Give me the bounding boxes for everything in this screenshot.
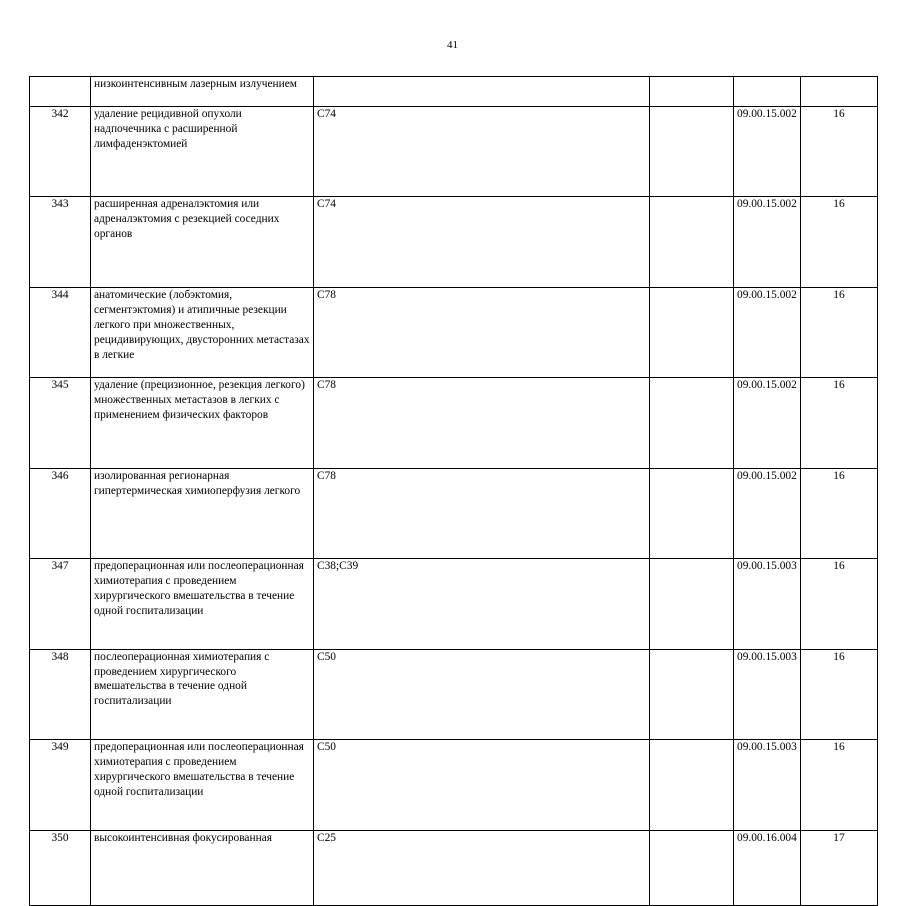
row-empty-cell xyxy=(650,107,734,197)
row-number: 345 xyxy=(30,378,91,468)
table-row xyxy=(30,77,878,107)
row-model-number: 16 xyxy=(801,559,878,649)
services-table xyxy=(29,76,878,906)
row-number: 342 xyxy=(30,107,91,197)
row-group-code: 09.00.15.003 xyxy=(734,740,801,830)
row-model-number xyxy=(801,77,878,107)
table-row xyxy=(30,740,878,830)
row-number: 349 xyxy=(30,740,91,830)
row-number: 348 xyxy=(30,649,91,739)
row-group-code: 09.00.15.002 xyxy=(734,287,801,377)
row-number xyxy=(30,77,91,107)
row-empty-cell xyxy=(650,77,734,107)
row-procedure-name: предоперационная или послеоперационная химиотерапия с проведением хирургического вмешательства в течение одной госпитализации xyxy=(91,559,314,649)
row-group-code: 09.00.16.004 xyxy=(734,830,801,906)
row-group-code: 09.00.15.003 xyxy=(734,559,801,649)
table-row xyxy=(30,468,878,558)
row-model-number: 17 xyxy=(801,830,878,906)
row-empty-cell xyxy=(650,287,734,377)
table-row xyxy=(30,197,878,287)
row-group-code: 09.00.15.002 xyxy=(734,197,801,287)
row-empty-cell xyxy=(650,649,734,739)
row-procedure-name: низкоинтенсивным лазерным излучением xyxy=(91,77,314,107)
table-row xyxy=(30,107,878,197)
row-model-number: 16 xyxy=(801,649,878,739)
row-empty-cell xyxy=(650,830,734,906)
row-icd-code: C38;C39 xyxy=(314,559,650,649)
row-icd-code: C74 xyxy=(314,197,650,287)
row-empty-cell xyxy=(650,559,734,649)
row-procedure-name: расширенная адреналэктомия или адреналэктомия с резекцией соседних органов xyxy=(91,197,314,287)
row-procedure-name: удаление рецидивной опухоли надпочечника с расширенной лимфаденэктомией xyxy=(91,107,314,197)
row-model-number: 16 xyxy=(801,468,878,558)
row-number: 346 xyxy=(30,468,91,558)
row-model-number: 16 xyxy=(801,197,878,287)
row-model-number: 16 xyxy=(801,107,878,197)
row-model-number: 16 xyxy=(801,378,878,468)
table-row xyxy=(30,378,878,468)
row-model-number: 16 xyxy=(801,740,878,830)
row-group-code: 09.00.15.003 xyxy=(734,649,801,739)
table-row xyxy=(30,830,878,906)
row-icd-code: C74 xyxy=(314,107,650,197)
table-row xyxy=(30,649,878,739)
row-icd-code: C78 xyxy=(314,378,650,468)
row-procedure-name: анатомические (лобэктомия, сегментэктомия) и атипичные резекции легкого при множественных, рецидивирующих, двусторонних метастазах в легкие xyxy=(91,287,314,377)
row-empty-cell xyxy=(650,197,734,287)
row-group-code xyxy=(734,77,801,107)
row-procedure-name: послеоперационная химиотерапия с проведением хирургического вмешательства в течение одной госпитализации xyxy=(91,649,314,739)
row-icd-code: C25 xyxy=(314,830,650,906)
row-procedure-name: предоперационная или послеоперационная химиотерапия с проведением хирургического вмешательства в течение одной госпитализации xyxy=(91,740,314,830)
row-procedure-name: изолированная регионарная гипертермическая химиоперфузия легкого xyxy=(91,468,314,558)
row-icd-code: C78 xyxy=(314,468,650,558)
row-number: 350 xyxy=(30,830,91,906)
row-icd-code: C50 xyxy=(314,740,650,830)
page-number: 41 xyxy=(447,39,458,51)
row-empty-cell xyxy=(650,468,734,558)
table-body xyxy=(30,77,878,906)
row-group-code: 09.00.15.002 xyxy=(734,468,801,558)
row-procedure-name: высокоинтенсивная фокусированная xyxy=(91,830,314,906)
row-icd-code: C78 xyxy=(314,287,650,377)
row-empty-cell xyxy=(650,378,734,468)
row-model-number: 16 xyxy=(801,287,878,377)
table-row xyxy=(30,287,878,377)
row-group-code: 09.00.15.002 xyxy=(734,107,801,197)
row-procedure-name: удаление (прецизионное, резекция легкого) множественных метастазов в легких с применением физических факторов xyxy=(91,378,314,468)
row-empty-cell xyxy=(650,740,734,830)
row-number: 347 xyxy=(30,559,91,649)
table-row xyxy=(30,559,878,649)
row-number: 343 xyxy=(30,197,91,287)
row-icd-code xyxy=(314,77,650,107)
row-number: 344 xyxy=(30,287,91,377)
row-group-code: 09.00.15.002 xyxy=(734,378,801,468)
row-icd-code: C50 xyxy=(314,649,650,739)
